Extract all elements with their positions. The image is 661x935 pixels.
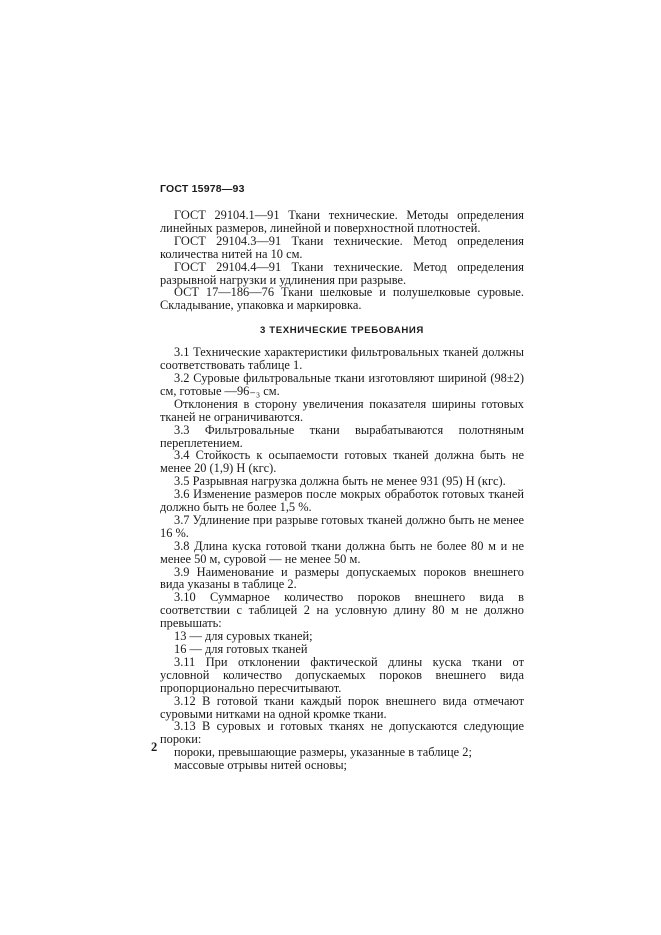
section-title: 3 ТЕХНИЧЕСКИЕ ТРЕБОВАНИЯ	[260, 325, 424, 337]
paragraph-3-8: 3.8 Длина куска готовой ткани должна быть не более 80 м и не менее 50 м, суровой — не менее 50 м.	[160, 538, 524, 566]
reference-item: ГОСТ 29104.1—91 Ткани технические. Методы определения линейных размеров, линейной и поверхностной плотностей.	[160, 208, 524, 235]
list-item-defects-exceeding: пороки, превышающие размеры, указанные в таблице 2;	[174, 745, 472, 760]
paragraph-3-2: 3.2 Суровые фильтровальные ткани изготовляют шириной (98±2) см, готовые —96₋₃ см.	[160, 370, 524, 398]
references-list	[160, 209, 524, 312]
paragraph-3-11: 3.11 При отклонении фактической длины куска ткани от условной количество допускаемых пороков внешнего вида пропорционально пересчитывают.	[160, 654, 524, 695]
document-body	[160, 209, 524, 772]
paragraph-3-6: 3.6 Изменение размеров после мокрых обработок готовых тканей должно быть не более 1,5 %.	[160, 487, 524, 515]
reference-item: ОСТ 17—186—76 Ткани шелковые и полушелковые суровые. Складывание, упаковка и маркировка.	[160, 285, 524, 313]
paragraph-3-10: 3.10 Суммарное количество пороков внешнего вида в соответствии с таблицей 2 на условную длину 80 м не должно превышать:	[160, 590, 524, 631]
paragraph-3-7: 3.7 Удлинение при разрыве готовых тканей должно быть не менее 16 %.	[160, 512, 524, 540]
paragraph-3-13: 3.13 В суровых и готовых тканях не допускаются следующие пороки:	[160, 719, 524, 747]
paragraph-3-1: 3.1 Технические характеристики фильтровальных тканей должны соответствовать таблице 1.	[160, 345, 524, 373]
document-header: ГОСТ 15978—93	[160, 183, 245, 195]
list-item-finished-fabrics: 16 — для готовых тканей	[174, 642, 308, 656]
paragraph-3-12: 3.12 В готовой ткани каждый порок внешнего вида отмечают суровыми нитками на одной кромке ткани.	[160, 693, 524, 721]
paragraph-3-3: 3.3 Фильтровальные ткани вырабатываются полотняным переплетением.	[160, 422, 524, 450]
paragraph-3-4: 3.4 Стойкость к осыпаемости готовых тканей должна быть не менее 20 (1,9) Н (кгс).	[160, 448, 524, 476]
list-item-warp-breaks: массовые отрывы нитей основы;	[174, 758, 347, 773]
paragraph-3-5: 3.5 Разрывная нагрузка должна быть не менее 931 (95) Н (кгс).	[174, 474, 506, 489]
paragraph-width-note: Отклонения в сторону увеличения показателя ширины готовых тканей не ограничиваются.	[160, 396, 524, 424]
reference-item: ГОСТ 29104.3—91 Ткани технические. Метод определения количества нитей на 10 см.	[160, 233, 524, 261]
paragraph-3-9: 3.9 Наименование и размеры допускаемых пороков внешнего вида указаны в таблице 2.	[160, 564, 524, 592]
reference-item: ГОСТ 29104.4—91 Ткани технические. Метод определения разрывной нагрузки и удлинения при разрыве.	[160, 259, 524, 287]
list-item-raw-fabrics: 13 — для суровых тканей;	[174, 629, 313, 644]
page-number: 2	[151, 740, 158, 754]
